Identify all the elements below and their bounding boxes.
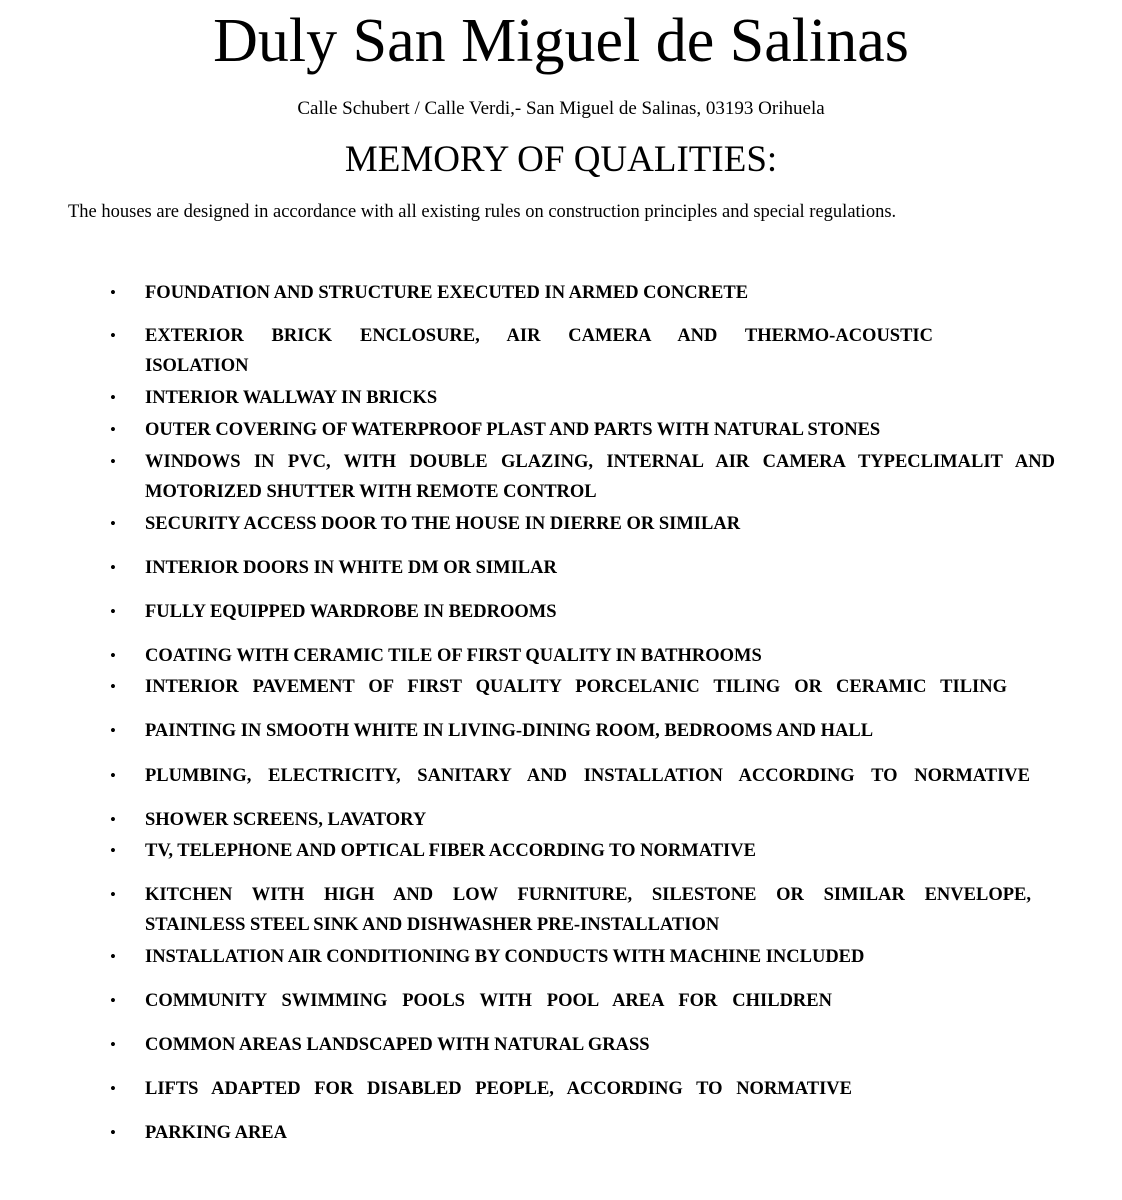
bullet-point: •	[110, 558, 116, 577]
bullet-point: •	[110, 766, 116, 785]
quality-item	[110, 672, 1007, 702]
bullet-point: •	[110, 991, 116, 1010]
quality-text-line: INSTALLATION AIR CONDITIONING BY CONDUCTS WITH MACHINE INCLUDED	[145, 947, 865, 967]
quality-text-line: FOUNDATION AND STRUCTURE EXECUTED IN ARMED CONCRETE	[145, 283, 749, 303]
bullet-point: •	[110, 1035, 116, 1054]
quality-item	[110, 278, 749, 308]
bullet-point: •	[110, 326, 116, 345]
quality-text-line: STAINLESS STEEL SINK AND DISHWASHER PRE-INSTALLATION	[145, 915, 720, 935]
quality-text-line: SHOWER SCREENS, LAVATORY	[145, 810, 427, 830]
quality-text-line: ISOLATION	[145, 356, 249, 376]
quality-text-line: MOTORIZED SHUTTER WITH REMOTE CONTROL	[145, 482, 597, 502]
quality-text-line: FULLY EQUIPPED WARDROBE IN BEDROOMS	[145, 602, 557, 622]
page-title: Duly San Miguel de Salinas	[213, 7, 909, 75]
quality-text-line: SECURITY ACCESS DOOR TO THE HOUSE IN DIERRE OR SIMILAR	[145, 514, 741, 534]
quality-item	[110, 836, 756, 866]
quality-text-line: LIFTS ADAPTED FOR DISABLED PEOPLE, ACCORDING TO NORMATIVE	[145, 1079, 852, 1099]
quality-item	[110, 986, 832, 1016]
bullet-point: •	[110, 1123, 116, 1142]
quality-text-line: COMMUNITY SWIMMING POOLS WITH POOL AREA FOR CHILDREN	[145, 991, 832, 1011]
bullet-point: •	[110, 388, 116, 407]
quality-text-line: PARKING AREA	[145, 1123, 288, 1143]
quality-text-line: TV, TELEPHONE AND OPTICAL FIBER ACCORDING TO NORMATIVE	[145, 841, 756, 861]
quality-item	[110, 880, 1031, 940]
quality-item	[110, 761, 1030, 791]
quality-item	[110, 447, 1055, 507]
bullet-point: •	[110, 677, 116, 696]
quality-item	[110, 1074, 852, 1104]
section-heading: MEMORY OF QUALITIES:	[344, 139, 778, 180]
quality-item	[110, 321, 933, 381]
bullet-point: •	[110, 810, 116, 829]
bullet-point: •	[110, 514, 116, 533]
quality-item	[110, 509, 741, 539]
quality-item	[110, 553, 557, 583]
quality-item	[110, 805, 427, 835]
bullet-point: •	[110, 885, 116, 904]
bullet-point: •	[110, 947, 116, 966]
quality-text-line: EXTERIOR BRICK ENCLOSURE, AIR CAMERA AND THERMO-ACOUSTIC	[145, 326, 933, 346]
bullet-point: •	[110, 646, 116, 665]
quality-text-line: INTERIOR WALLWAY IN BRICKS	[145, 388, 438, 408]
quality-text-line: WINDOWS IN PVC, WITH DOUBLE GLAZING, INTERNAL AIR CAMERA TYPECLIMALIT AND	[145, 452, 1055, 472]
quality-item	[110, 641, 762, 671]
quality-text-line: INTERIOR DOORS IN WHITE DM OR SIMILAR	[145, 558, 557, 578]
bullet-point: •	[110, 841, 116, 860]
quality-text-line: PAINTING IN SMOOTH WHITE IN LIVING-DINING ROOM, BEDROOMS AND HALL	[145, 721, 874, 741]
quality-item	[110, 1030, 650, 1060]
bullet-point: •	[110, 721, 116, 740]
quality-item	[110, 415, 881, 445]
bullet-point: •	[110, 1079, 116, 1098]
quality-item	[110, 716, 874, 746]
quality-text-line: COATING WITH CERAMIC TILE OF FIRST QUALITY IN BATHROOMS	[145, 646, 762, 666]
quality-text-line: COMMON AREAS LANDSCAPED WITH NATURAL GRASS	[145, 1035, 650, 1055]
bullet-point: •	[110, 602, 116, 621]
intro-paragraph: The houses are designed in accordance with all existing rules on construction principles and special regulations.	[68, 202, 897, 222]
quality-text-line: INTERIOR PAVEMENT OF FIRST QUALITY PORCELANIC TILING OR CERAMIC TILING	[145, 677, 1007, 697]
quality-text-line: OUTER COVERING OF WATERPROOF PLAST AND PARTS WITH NATURAL STONES	[145, 420, 881, 440]
bullet-point: •	[110, 452, 116, 471]
bullet-point: •	[110, 283, 116, 302]
quality-item	[110, 383, 438, 413]
quality-item	[110, 942, 865, 972]
quality-item	[110, 597, 557, 627]
quality-item	[110, 1118, 288, 1148]
address-line: Calle Schubert / Calle Verdi,- San Miguel de Salinas, 03193 Orihuela	[297, 98, 825, 119]
bullet-point: •	[110, 420, 116, 439]
quality-text-line: PLUMBING, ELECTRICITY, SANITARY AND INSTALLATION ACCORDING TO NORMATIVE	[145, 766, 1030, 786]
quality-text-line: KITCHEN WITH HIGH AND LOW FURNITURE, SILESTONE OR SIMILAR ENVELOPE,	[145, 885, 1031, 905]
